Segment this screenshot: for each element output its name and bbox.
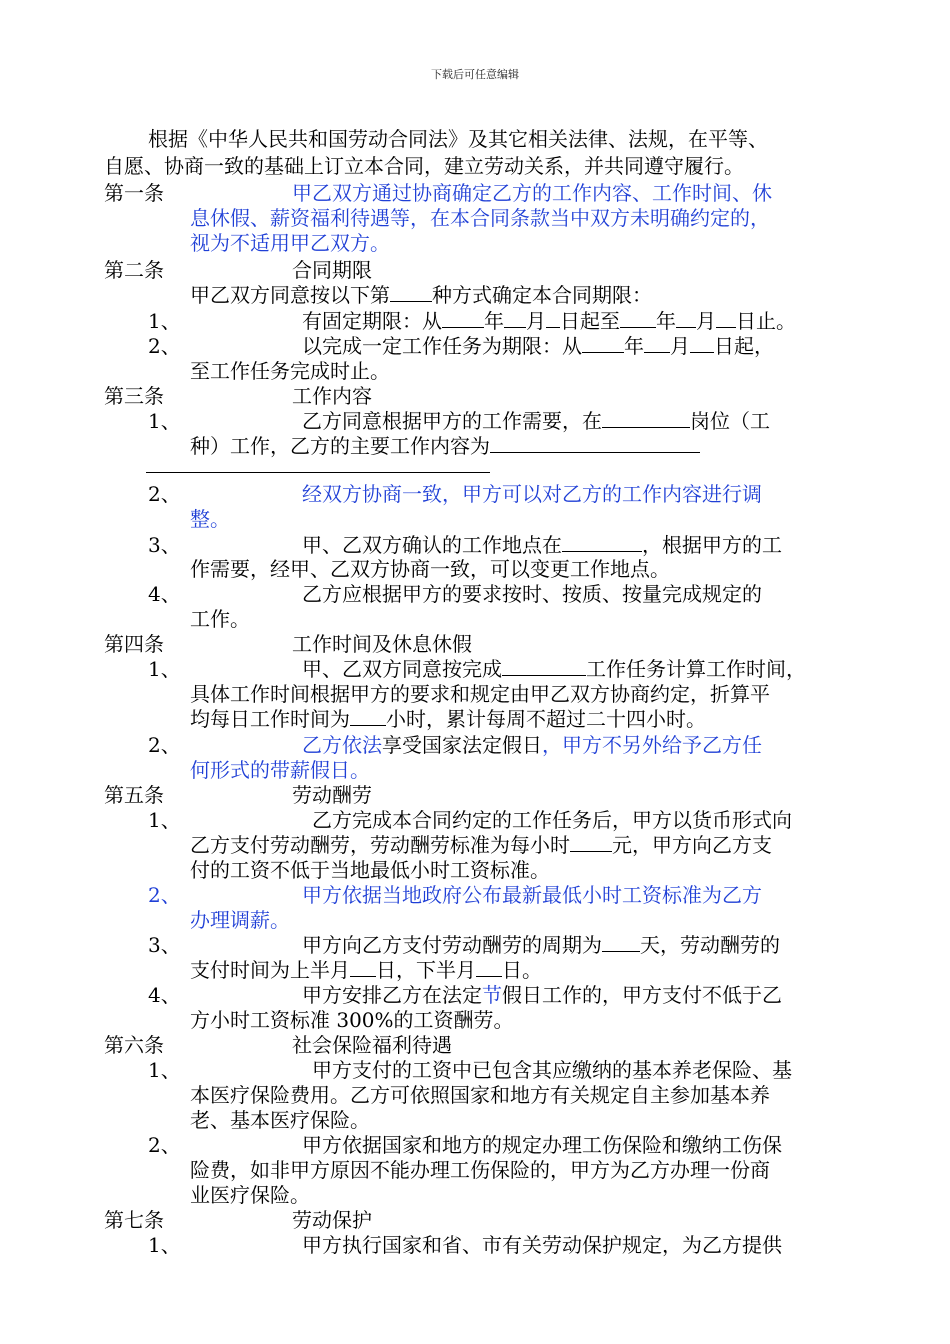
article-5-item-1-number: 1、 [148, 808, 181, 832]
article-3-item-2-number: 2、 [148, 482, 181, 506]
article-3-title: 工作内容 [292, 384, 372, 408]
article-7-item-1: 甲方执行国家和省、市有关劳动保护规定，为乙方提供 [302, 1233, 782, 1257]
article-5-title: 劳动酬劳 [292, 783, 372, 807]
blank-line [146, 472, 490, 473]
article-5-item-4-number: 4、 [148, 983, 181, 1007]
article-4-item-1-number: 1、 [148, 657, 181, 681]
article-3-item-4-line-2: 工作。 [190, 607, 250, 631]
article-7-title: 劳动保护 [292, 1208, 372, 1232]
article-6-item-1-line-2: 本医疗保险费用。乙方可依照国家和地方有关规定自主参加基本养 [190, 1083, 770, 1107]
article-5-item-2-number: 2、 [148, 883, 181, 907]
article-5-item-4: 甲方安排乙方在法定节假日工作的，甲方支付不低于乙 [302, 983, 782, 1007]
article-4-item-2-line-2: 何形式的带薪假日。 [190, 758, 370, 782]
article-5-item-3-line-2: 支付时间为上半月 日，下半月 日。 [190, 958, 542, 982]
article-5-item-1-line-3: 付的工资不低于当地最低小时工资标准。 [190, 858, 550, 882]
article-2-item-2: 以完成一定工作任务为期限：从 年 月 日起， [302, 334, 774, 358]
article-5-item-3: 甲方向乙方支付劳动酬劳的周期为 天，劳动酬劳的 [302, 933, 780, 957]
article-5-item-1: 乙方完成本合同约定的工作任务后，甲方以货币形式向 [312, 808, 792, 832]
article-6-item-1-number: 1、 [148, 1058, 181, 1082]
article-2-item-1: 有固定期限：从 年 月 日起至 年 月 日止。 [302, 309, 796, 333]
article-7-item-1-number: 1、 [148, 1233, 181, 1257]
article-6-item-2: 甲方依据国家和地方的规定办理工伤保险和缴纳工伤保 [302, 1133, 782, 1157]
article-5-label: 第五条 [104, 783, 164, 807]
article-1-line-3: 视为不适用甲乙双方。 [190, 231, 390, 255]
article-7-label: 第七条 [104, 1208, 164, 1232]
article-3-item-2: 经双方协商一致，甲方可以对乙方的工作内容进行调 [302, 482, 762, 506]
article-3-item-1-number: 1、 [148, 409, 181, 433]
blank-field [390, 283, 432, 302]
intro-line-2: 自愿、协商一致的基础上订立本合同，建立劳动关系，并共同遵守履行。 [104, 154, 744, 178]
article-3-item-3-number: 3、 [148, 533, 181, 557]
article-1-line-2: 息休假、薪资福利待遇等，在本合同条款当中双方未明确约定的， [190, 206, 770, 230]
article-6-item-1: 甲方支付的工资中已包含其应缴纳的基本养老保险、基 [312, 1058, 792, 1082]
article-2-item-2-number: 2、 [148, 334, 181, 358]
intro-line-1: 根据《中华人民共和国劳动合同法》及其它相关法律、法规，在平等、 [148, 127, 768, 151]
article-5-item-1-line-2: 乙方支付劳动酬劳，劳动酬劳标准为每小时 元，甲方向乙方支 [190, 833, 772, 857]
article-2-label: 第二条 [104, 258, 164, 282]
article-4-item-2: 乙方依法享受国家法定假日，甲方不另外给予乙方任 [302, 733, 762, 757]
article-4-item-2-number: 2、 [148, 733, 181, 757]
article-4-item-1-line-2: 具体工作时间根据甲方的要求和规定由甲乙双方协商约定，折算平 [190, 682, 770, 706]
article-3-item-4: 乙方应根据甲方的要求按时、按质、按量完成规定的 [302, 582, 762, 606]
article-4-title: 工作时间及休息休假 [292, 632, 472, 656]
article-3-item-4-number: 4、 [148, 582, 181, 606]
page-header: 下载后可任意编辑 [431, 68, 519, 81]
article-3-label: 第三条 [104, 384, 164, 408]
article-6-item-2-line-2: 险费，如非甲方原因不能办理工伤保险的，甲方为乙方办理一份商 [190, 1158, 770, 1182]
article-3-item-2-line-2: 整。 [190, 507, 230, 531]
article-5-item-2-line-2: 办理调薪。 [190, 908, 290, 932]
article-4-item-1-line-3: 均每日工作时间为 小时，累计每周不超过二十四小时。 [190, 707, 706, 731]
article-2-item-2-line-2: 至工作任务完成时止。 [190, 359, 390, 383]
article-6-label: 第六条 [104, 1033, 164, 1057]
article-3-item-1: 乙方同意根据甲方的工作需要，在 岗位（工 [302, 409, 770, 433]
article-2-intro: 甲乙双方同意按以下第 种方式确定本合同期限： [190, 283, 652, 307]
article-2-title: 合同期限 [292, 258, 372, 282]
article-5-item-3-number: 3、 [148, 933, 181, 957]
article-6-item-1-line-3: 老、基本医疗保险。 [190, 1108, 370, 1132]
article-2-item-1-number: 1、 [148, 309, 181, 333]
article-4-label: 第四条 [104, 632, 164, 656]
article-3-item-3: 甲、乙双方确认的工作地点在 ，根据甲方的工 [302, 533, 782, 557]
article-5-item-4-line-2: 方小时工资标准 300%的工资酬劳。 [190, 1008, 514, 1032]
article-6-item-2-line-3: 业医疗保险。 [190, 1183, 310, 1207]
article-1-line-1: 甲乙双方通过协商确定乙方的工作内容、工作时间、休 [292, 181, 772, 205]
article-4-item-1: 甲、乙双方同意按完成 工作任务计算工作时间， [302, 657, 806, 681]
article-5-item-2: 甲方依据当地政府公布最新最低小时工资标准为乙方 [302, 883, 762, 907]
article-1-label: 第一条 [104, 181, 164, 205]
article-3-item-3-line-2: 作需要，经甲、乙双方协商一致，可以变更工作地点。 [190, 557, 670, 581]
article-6-item-2-number: 2、 [148, 1133, 181, 1157]
article-3-item-1-line-2: 种）工作，乙方的主要工作内容为 [190, 434, 700, 458]
article-6-title: 社会保险福利待遇 [292, 1033, 452, 1057]
